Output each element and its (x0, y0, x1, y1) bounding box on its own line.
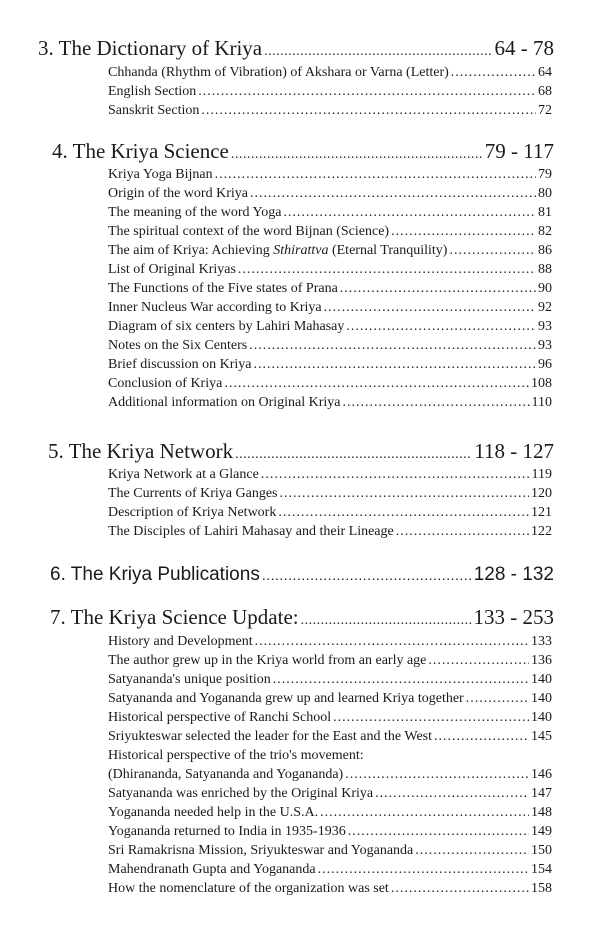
chapter-title: 5. The Kriya Network (48, 439, 234, 463)
dot-leader (215, 165, 536, 184)
entry-page: 149 (531, 824, 552, 839)
dot-leader (238, 260, 536, 279)
chapter-page-range: 128 - 132 (473, 564, 554, 585)
entry-label: Sriyukteswar selected the leader for the East and the West (108, 729, 432, 744)
entry-label: Satyananda's unique position (108, 672, 271, 687)
dot-leader (262, 561, 472, 589)
entry-label: English Section (108, 84, 197, 99)
chapter-title: 6. The Kriya Publications (50, 564, 260, 585)
toc-entry (108, 708, 552, 727)
toc-entry (108, 355, 552, 374)
entry-label: Description of Kriya Network (108, 505, 277, 520)
dot-leader (324, 298, 536, 317)
entry-label: Origin of the word Kriya (108, 186, 248, 201)
entry-page: 133 (531, 634, 552, 649)
dot-leader (253, 355, 536, 374)
dot-leader (345, 765, 529, 784)
entry-label: Chhanda (Rhythm of Vibration) of Akshara or Varna (Letter) (108, 65, 449, 80)
entry-label: The spiritual context of the word Bijnan (Science) (108, 224, 390, 239)
dot-leader (434, 727, 529, 746)
toc-entry (108, 222, 552, 241)
chapter-heading (48, 437, 554, 465)
entry-label: Brief discussion on Kriya (108, 357, 252, 372)
chapter-title: 4. The Kriya Science (52, 139, 229, 163)
entry-label: Satyananda was enriched by the Original Kriya (108, 786, 374, 801)
entry-page: 120 (531, 486, 552, 501)
toc-entry (108, 82, 552, 101)
entry-label: Diagram of six centers by Lahiri Mahasay (108, 319, 345, 334)
chapter-title: 3. The Dictionary of Kriya (38, 36, 263, 60)
entry-label-start: The aim of Kriya: Achieving (108, 243, 274, 258)
toc-entry (108, 393, 552, 412)
toc-entry (108, 484, 552, 503)
entry-page: 90 (538, 281, 552, 296)
entry-page: 72 (538, 103, 552, 118)
entry-label: Kriya Yoga Bijnan (108, 167, 213, 182)
entry-page: 158 (531, 881, 552, 896)
dot-leader (375, 784, 529, 803)
dot-leader (250, 184, 536, 203)
chapter-page-range: 79 - 117 (484, 139, 554, 163)
chapter-page-range: 133 - 253 (473, 605, 554, 629)
chapter-heading (50, 603, 554, 631)
dot-leader (346, 317, 536, 336)
entry-label: Inner Nucleus War according to Kriya (108, 300, 322, 315)
dot-leader (278, 503, 529, 522)
entry-label: Mahendranath Gupta and Yogananda (108, 862, 316, 877)
toc-entry (108, 184, 552, 203)
dot-leader (273, 670, 529, 689)
entry-label-end: (Eternal Tranquility) (328, 243, 448, 258)
entry-page: 121 (531, 505, 552, 520)
entry-page: 81 (538, 205, 552, 220)
entry-page: 93 (538, 319, 552, 334)
entry-page: 96 (538, 357, 552, 372)
entry-label: The Currents of Kriya Ganges (108, 486, 278, 501)
toc-entry (108, 503, 552, 522)
dot-leader (451, 63, 536, 82)
entry-page: 108 (531, 376, 552, 391)
dot-leader (231, 137, 483, 165)
toc-entry (108, 336, 552, 355)
dot-leader (264, 34, 492, 62)
toc-entry (108, 803, 552, 822)
entry-label: Historical perspective of Ranchi School (108, 710, 332, 725)
toc-entry (108, 670, 552, 689)
dot-leader (391, 222, 536, 241)
toc-entry (108, 822, 552, 841)
dot-leader (249, 336, 536, 355)
toc-entry (108, 101, 552, 120)
entry-label: Sri Ramakrisna Mission, Sriyukteswar and Yogananda (108, 843, 414, 858)
dot-leader (301, 603, 472, 631)
dot-leader (428, 651, 529, 670)
entry-label: List of Original Kriyas (108, 262, 236, 277)
entry-page: 88 (538, 262, 552, 277)
entry-label (108, 241, 447, 260)
toc-entry (108, 860, 552, 879)
entry-page: 146 (531, 767, 552, 782)
toc-entry (108, 879, 552, 898)
entry-page: 140 (531, 710, 552, 725)
dot-leader (348, 822, 529, 841)
toc-entry (108, 260, 552, 279)
entry-page: 64 (538, 65, 552, 80)
entry-page: 110 (531, 395, 552, 410)
dot-leader (320, 803, 529, 822)
toc-entry (108, 63, 552, 82)
dot-leader (198, 82, 536, 101)
toc-entry (108, 298, 552, 317)
chapter-page-range: 64 - 78 (494, 36, 554, 60)
chapter-page-range: 118 - 127 (474, 439, 554, 463)
toc-entry (108, 651, 552, 670)
entry-page: 93 (538, 338, 552, 353)
entry-page: 119 (531, 467, 552, 482)
entry-label: Yogananda returned to India in 1935-1936 (108, 824, 346, 839)
entry-page: 80 (538, 186, 552, 201)
entry-label: Additional information on Original Kriya (108, 395, 341, 410)
toc-entry (108, 279, 552, 298)
entry-label: Notes on the Six Centers (108, 338, 248, 353)
dot-leader (396, 522, 529, 541)
chapter-heading (52, 137, 554, 165)
dot-leader (224, 374, 529, 393)
toc-entry (108, 374, 552, 393)
entry-label: The meaning of the word Yoga (108, 205, 282, 220)
toc-entry (108, 632, 552, 651)
entry-label: Conclusion of Kriya (108, 376, 223, 391)
entry-page: 145 (531, 729, 552, 744)
entry-label: Kriya Network at a Glance (108, 467, 259, 482)
entry-page: 136 (531, 653, 552, 668)
chapter-title: 7. The Kriya Science Update: (50, 605, 299, 629)
dot-leader (261, 465, 530, 484)
entry-label: Yogananda needed help in the U.S.A. (108, 805, 319, 820)
entry-label: Satyananda and Yogananda grew up and learned Kriya together (108, 691, 464, 706)
entry-page: 154 (531, 862, 552, 877)
dot-leader (343, 393, 530, 412)
dot-leader (255, 632, 529, 651)
entry-page: 86 (538, 243, 552, 258)
entry-page: 68 (538, 84, 552, 99)
toc-entry (108, 841, 552, 860)
toc-entry (108, 522, 552, 541)
entry-page: 79 (538, 167, 552, 182)
dot-leader (283, 203, 536, 222)
toc-entry (108, 165, 552, 184)
toc-entry (108, 727, 552, 746)
entry-page: 82 (538, 224, 552, 239)
entry-label: Historical perspective of the trio's movement: (108, 748, 364, 763)
entry-page: 150 (531, 843, 552, 858)
dot-leader (449, 241, 536, 260)
entry-label: How the nomenclature of the organization was set (108, 881, 389, 896)
dot-leader (235, 437, 472, 465)
chapter-heading (50, 561, 554, 589)
entry-label: The Disciples of Lahiri Mahasay and their Lineage (108, 524, 394, 539)
toc-entry (108, 689, 552, 708)
dot-leader (280, 484, 529, 503)
entry-label-italic: Sthirattva (273, 243, 329, 258)
dot-leader (415, 841, 529, 860)
toc-entry (108, 765, 552, 784)
toc-entry (108, 203, 552, 222)
chapter-heading (38, 34, 554, 62)
dot-leader (201, 101, 536, 120)
entry-page: 148 (531, 805, 552, 820)
dot-leader (318, 860, 529, 879)
entry-label: Sanskrit Section (108, 103, 200, 118)
dot-leader (333, 708, 529, 727)
entry-page: 122 (531, 524, 552, 539)
toc-entry (108, 317, 552, 336)
dot-leader (466, 689, 529, 708)
entry-label: The Functions of the Five states of Prana (108, 281, 338, 296)
entry-label: (Dhirananda, Satyananda and Yogananda) (108, 767, 344, 782)
entry-label: The author grew up in the Kriya world from an early age (108, 653, 427, 668)
entry-label: History and Development (108, 634, 253, 649)
entry-page: 147 (531, 786, 552, 801)
entry-page: 92 (538, 300, 552, 315)
entry-page: 140 (531, 691, 552, 706)
toc-entry (108, 465, 552, 484)
toc-entry (108, 241, 552, 260)
dot-leader (340, 279, 536, 298)
dot-leader (391, 879, 529, 898)
toc-entry (108, 746, 552, 765)
entry-page: 140 (531, 672, 552, 687)
toc-entry (108, 784, 552, 803)
